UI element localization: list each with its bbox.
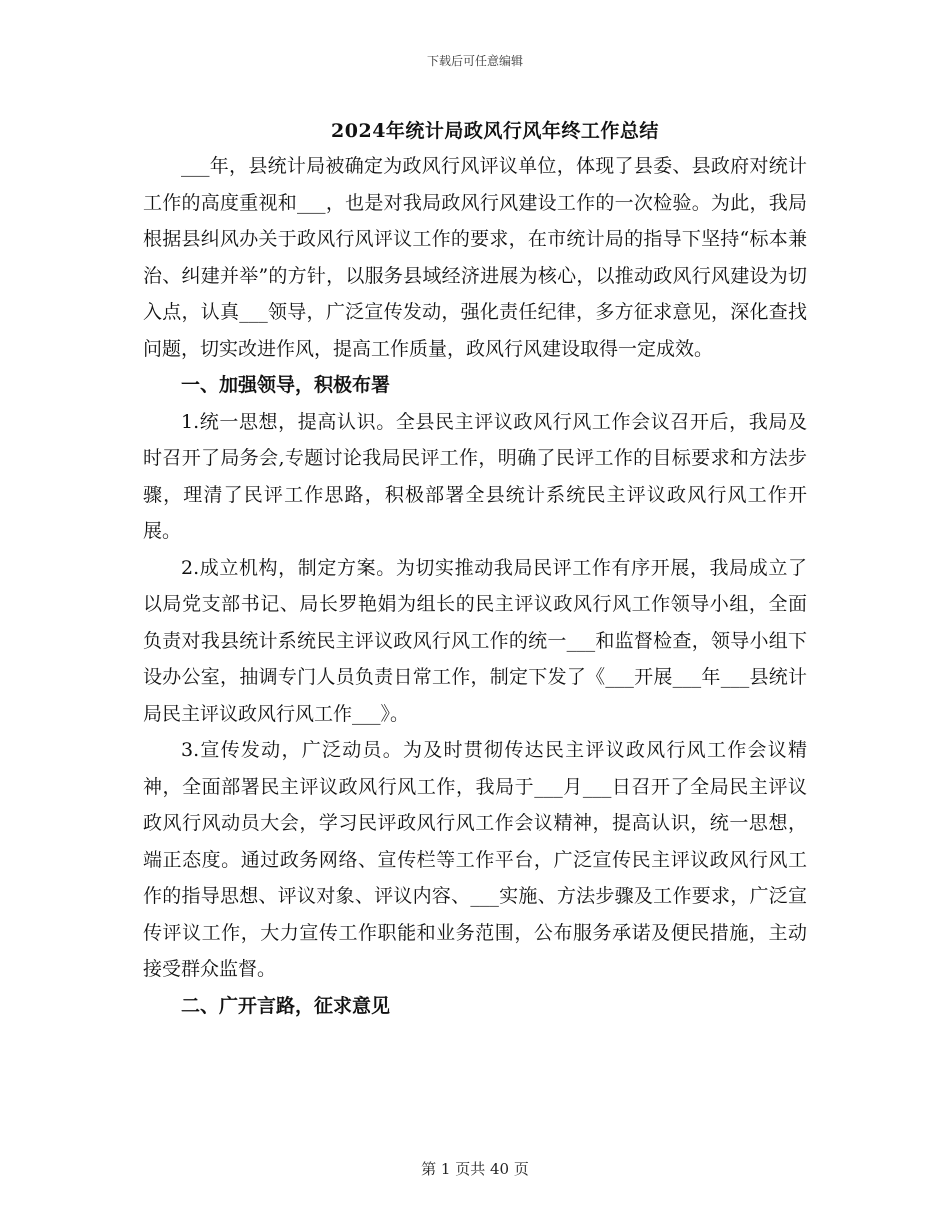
section-heading-2: 二、广开言路，征求意见 [181, 994, 391, 1017]
page-number: 第 1 页共 40 页 [421, 1160, 529, 1178]
document-body [143, 148, 807, 1024]
item-paragraph-1: 1.统一思想，提高认识。全县民主评议政风行风工作会议召开后，我局及时召开了局务会,专题讨论我局民评工作，明确了民评工作的目标要求和方法步骤，理清了民评工作思路，积极部署全县统计系统民主评议政风行风工作开展。 [143, 410, 807, 542]
header-note: 下载后可任意编辑 [426, 54, 523, 68]
document-title: 2024年统计局政风行风年终工作总结 [331, 120, 659, 142]
intro-paragraph: ___年，县统计局被确定为政风行风评议单位，体现了县委、县政府对统计工作的高度重视和___，也是对我局政风行风建设工作的一次检验。为此，我局根据县纠风办关于政风行风评议工作的要求，在市统计局的指导下坚持“标本兼治、纠建并举”的方针，以服务县域经济进展为核心，以推动政风行风建设为切入点，认真___领导，广泛宣传发动，强化责任纪律，多方征求意见，深化查找问题，切实改进作风，提高工作质量，政风行风建设取得一定成效。 [143, 155, 807, 360]
item-paragraph-2: 2.成立机构，制定方案。为切实推动我局民评工作有序开展，我局成立了以局党支部书记、局长罗艳娟为组长的民主评议政风行风工作领导小组，全面负责对我县统计系统民主评议政风行风工作的统一___和监督检查，领导小组下设办公室，抽调专门人员负责日常工作，制定下发了《___开展___年___县统计局民主评议政风行风工作___》。 [143, 556, 807, 725]
section-heading-1: 一、加强领导，积极布署 [181, 374, 391, 396]
item-paragraph-3: 3.宣传发动，广泛动员。为及时贯彻传达民主评议政风行风工作会议精神，全面部署民主评议政风行风工作，我局于___月___日召开了全局民主评议政风行风动员大会，学习民评政风行风工作会议精神，提高认识，统一思想，端正态度。通过政务网络、宣传栏等工作平台，广泛宣传民主评议政风行风工作的指导思想、评议对象、评议内容、___实施、方法步骤及工作要求，广泛宣传评议工作，大力宣传工作职能和业务范围，公布服务承诺及便民措施，主动接受群众监督。 [143, 739, 807, 980]
